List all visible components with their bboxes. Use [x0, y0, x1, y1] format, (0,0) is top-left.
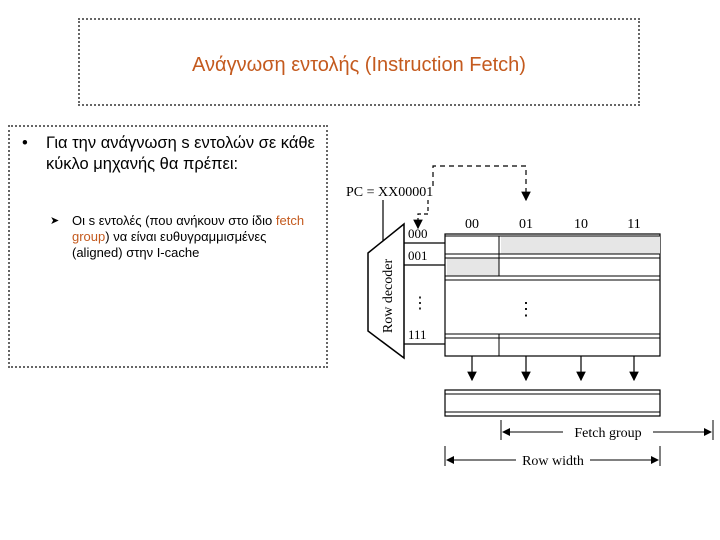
pc-upper-bits-arrow: [433, 166, 526, 200]
sub-bullet: [50, 213, 320, 261]
main-bullet-text: Για την ανάγνωση s εντολών σε κάθε κύκλο μηχανής θα πρέπει:: [46, 134, 315, 173]
row-label-001: 001: [408, 248, 428, 263]
pc-low-bits-arrow: [418, 200, 428, 228]
row-ellipsis: ⋮: [412, 295, 428, 312]
icache-diagram: [338, 158, 718, 473]
column-label-01: 01: [519, 217, 533, 232]
sub-bullet-post: ) να είναι ευθυγραμμισμένες (aligned) στην I-cache: [72, 229, 267, 260]
row-label-000: 000: [408, 226, 428, 241]
bullet-dot-icon: •: [22, 134, 28, 152]
sub-bullet-text: [50, 213, 320, 261]
array-ellipsis: ⋮: [517, 299, 535, 319]
row-width-label: Row width: [522, 454, 584, 469]
arrow-bullet-icon: ➤: [50, 215, 60, 227]
pc-label: PC = XX00001: [346, 185, 434, 200]
main-bullet: [22, 133, 322, 175]
fetch-group-highlight: fetch group: [72, 213, 305, 244]
slide-title: Ανάγνωση εντολής (Instruction Fetch): [192, 54, 526, 76]
row-label-111: 111: [408, 327, 427, 342]
fetch-group-label: Fetch group: [574, 426, 642, 441]
fetch-group-register: [445, 390, 660, 416]
column-label-11: 11: [627, 217, 641, 232]
title-box: [78, 18, 640, 106]
column-label-00: 00: [465, 217, 479, 232]
content-box: [8, 125, 328, 368]
memory-array: [445, 234, 660, 356]
row-decoder-label: Row decoder: [381, 258, 396, 334]
column-label-10: 10: [574, 217, 588, 232]
sub-bullet-pre: Οι s εντολές (που ανήκουν στο ίδιο: [72, 213, 276, 228]
